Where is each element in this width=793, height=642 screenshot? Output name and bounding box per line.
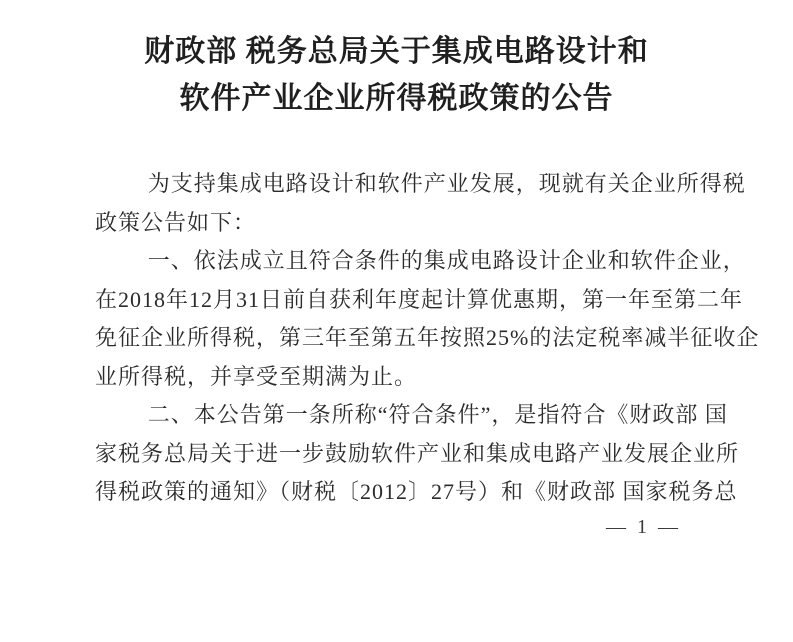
document-body xyxy=(95,165,760,512)
body-line: 得税政策的通知》（财税〔2012〕27号）和《财政部 国家税务总 xyxy=(95,479,738,504)
body-line: 业所得税，并享受至期满为止。 xyxy=(95,363,418,389)
body-line: 二、本公告第一条所称“符合条件”，是指符合《财政部 国 xyxy=(147,402,728,427)
body-line: 在2018年12月31日前自获利年度起计算优惠期，第一年至第二年 xyxy=(95,286,744,312)
document-title-line-2: 软件产业企业所得税政策的公告 xyxy=(179,82,614,115)
body-line: 为支持集成电路设计和软件产业发展，现就有关企业所得税 xyxy=(147,171,746,196)
body-line: 一、依法成立且符合条件的集成电路设计企业和软件企业， xyxy=(147,248,746,273)
document-title xyxy=(0,0,793,122)
page-number: — 1 — xyxy=(606,516,681,538)
body-line: 政策公告如下： xyxy=(95,209,257,235)
body-line: 家税务总局关于进一步鼓励软件产业和集成电路产业发展企业所 xyxy=(95,440,740,466)
body-line: 免征企业所得税，第三年至第五年按照25%的法定税率减半征收企 xyxy=(95,325,760,350)
document-title-line-1: 财政部 税务总局关于集成电路设计和 xyxy=(144,35,649,68)
